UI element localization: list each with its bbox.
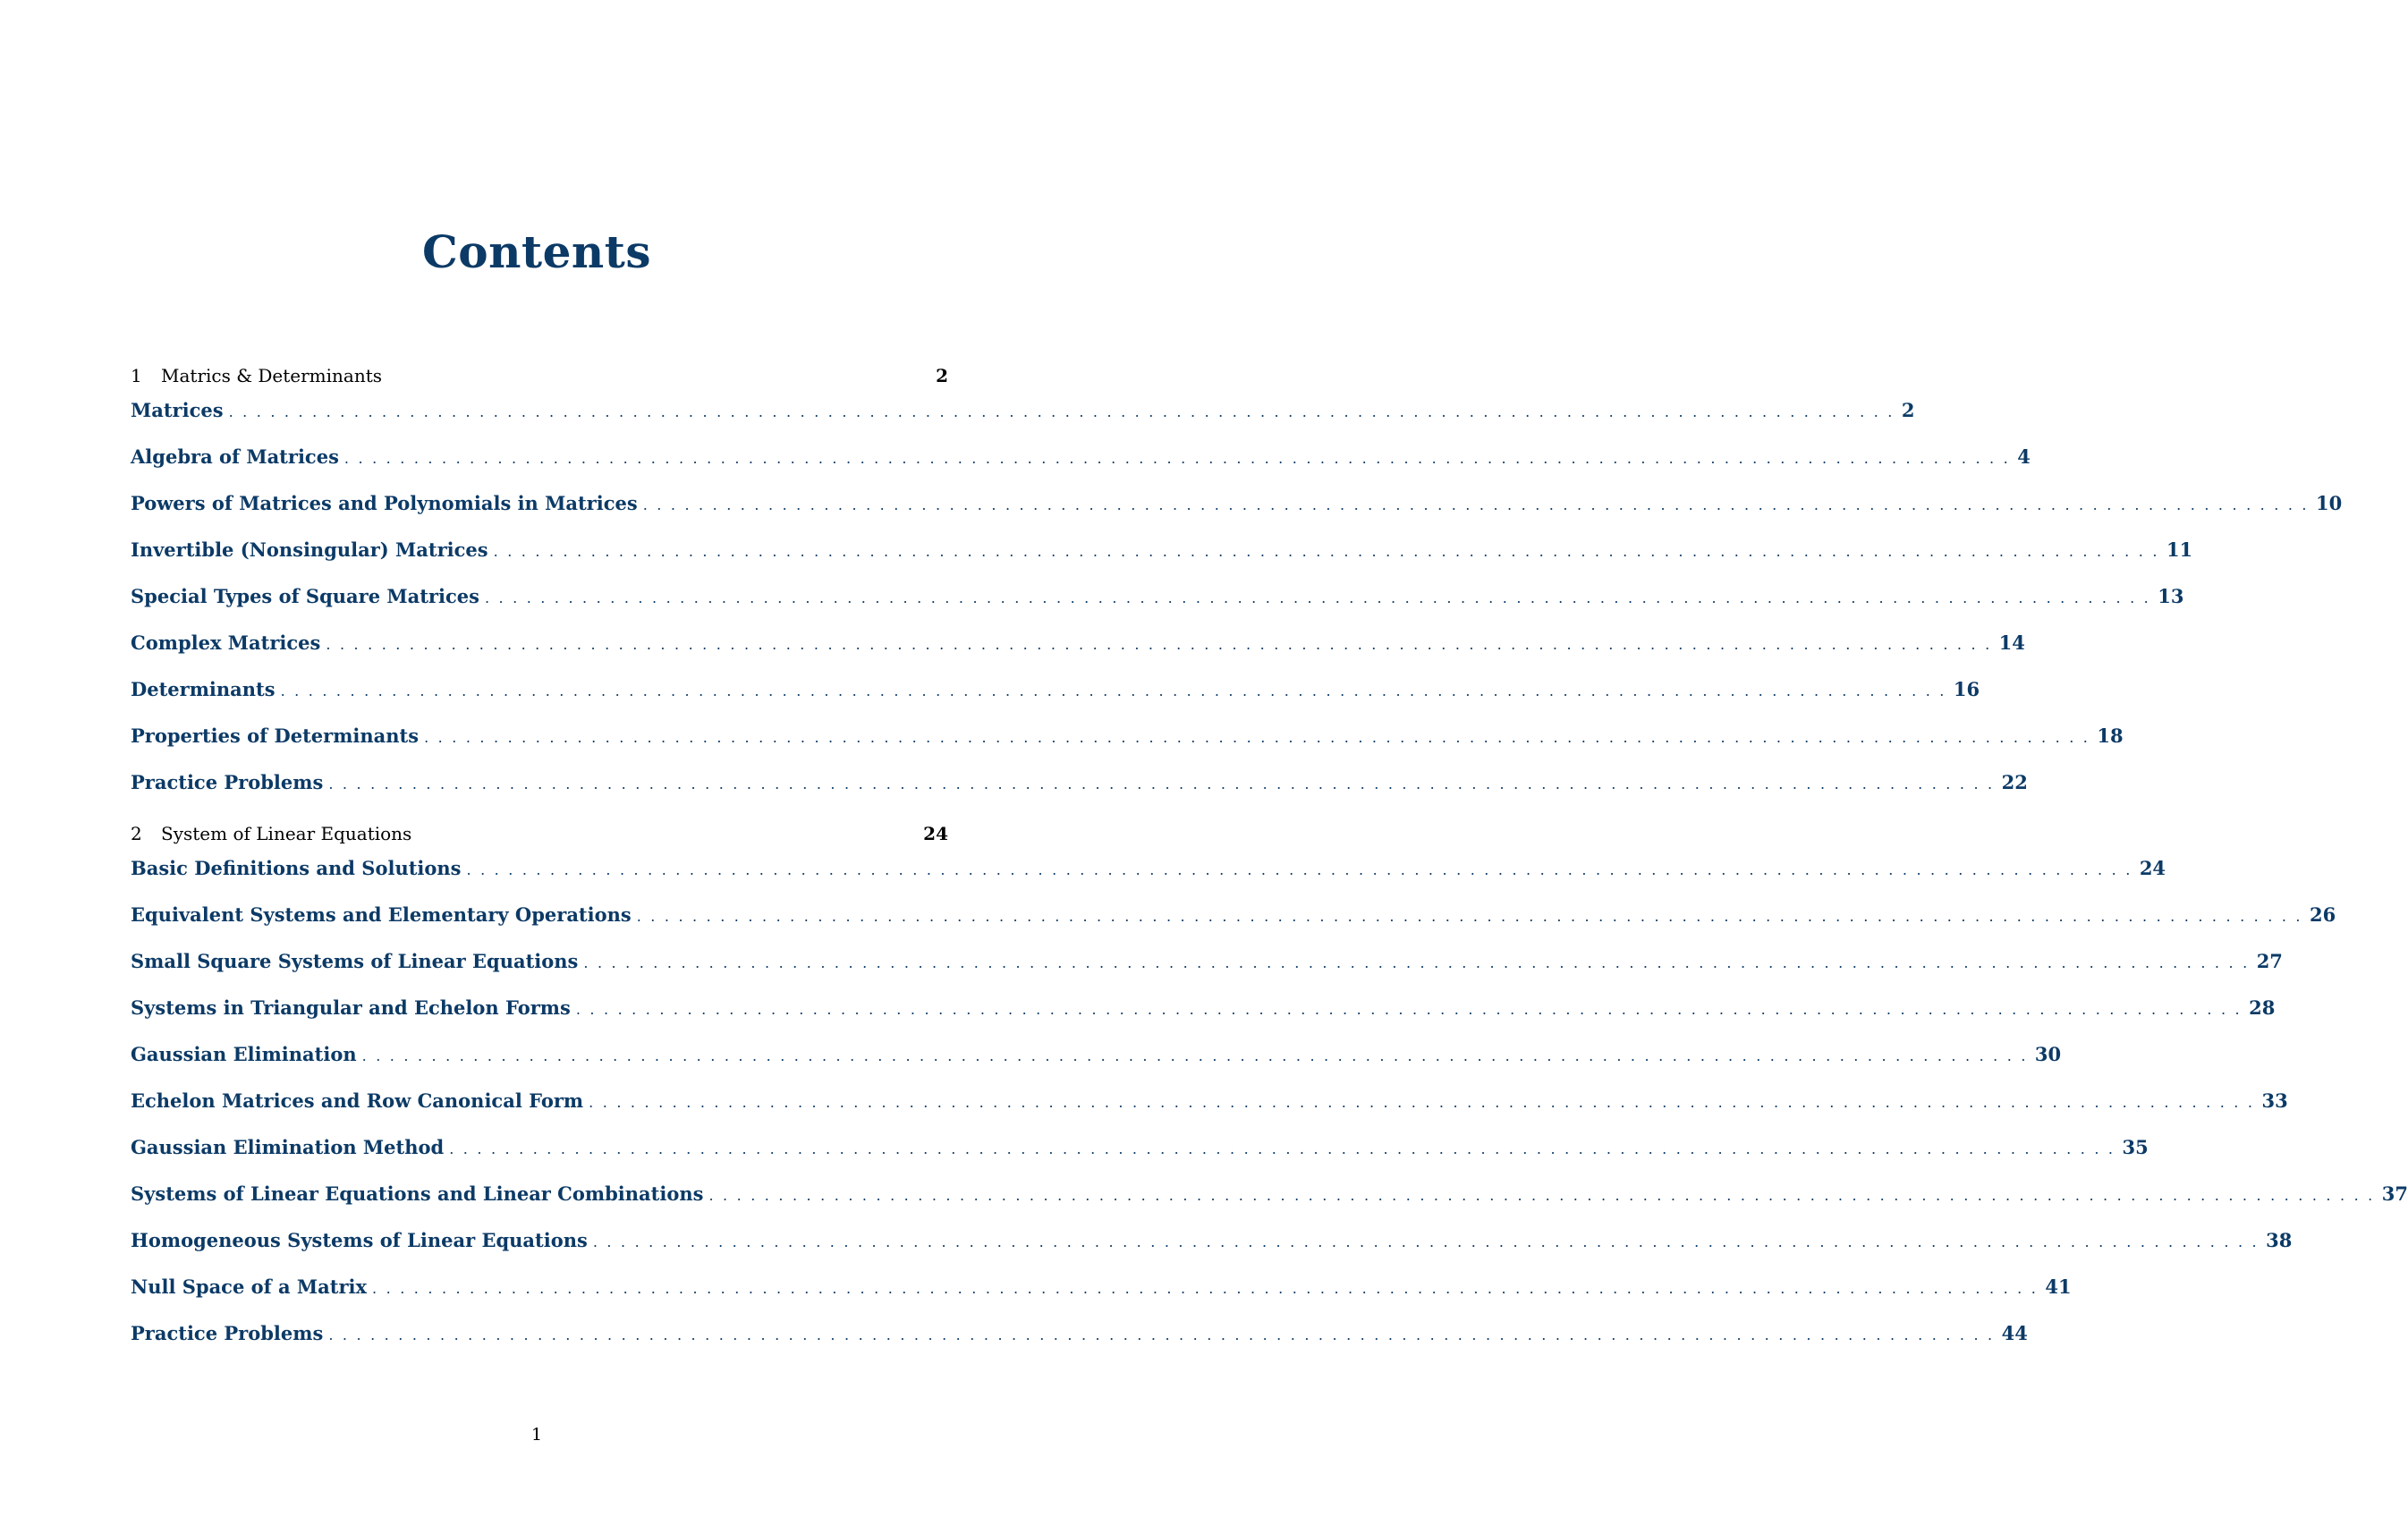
toc-chapter-heading[interactable] [131, 823, 948, 857]
toc-entry-page-number: 33 [2261, 1089, 2288, 1112]
toc-entry-title: Basic Definitions and Solutions [131, 857, 462, 879]
toc-entry-link[interactable] [131, 538, 2193, 585]
toc-entry-page-number: 13 [2158, 585, 2184, 607]
toc-entry-page-number: 28 [2249, 996, 2276, 1019]
toc-entry-title: Systems of Linear Equations and Linear Combinations [131, 1182, 704, 1205]
toc-chapter [131, 365, 2343, 818]
dot-leader: ........................................................................................................................ [328, 1326, 2002, 1343]
toc-entry-title: Complex Matrices [131, 631, 321, 654]
dot-leader: ........................................................................................................................ [592, 1233, 2267, 1250]
chapter-title: Matrics & Determinants [161, 365, 383, 386]
toc-entry-title: Systems in Triangular and Echelon Forms [131, 996, 571, 1019]
dot-leader: ........................................................................................................................ [708, 1187, 2382, 1204]
toc-entry-page-number: 37 [2381, 1182, 2408, 1205]
dot-leader: ........................................................................................................................ [372, 1280, 2046, 1297]
toc-entry-link[interactable] [131, 1229, 2293, 1275]
toc-entry-link[interactable] [131, 585, 2184, 631]
toc-entry-page-number: 4 [2017, 445, 2031, 468]
dot-leader: ........................................................................................................................ [589, 1094, 2262, 1111]
toc-entry-link[interactable] [131, 996, 2276, 1043]
toc-entry-page-number: 35 [2122, 1136, 2149, 1158]
toc-entry-page-number: 10 [2316, 492, 2343, 514]
dot-leader: ........................................................................................................................ [583, 954, 2257, 971]
toc-entry-page-number: 11 [2166, 538, 2193, 561]
toc-entry-title: Gaussian Elimination Method [131, 1136, 445, 1158]
dot-leader: ........................................................................................................................ [493, 543, 2166, 560]
toc-entry-page-number: 44 [2001, 1322, 2028, 1344]
chapter-page-number: 24 [923, 823, 948, 844]
toc-entry-link[interactable] [131, 399, 1915, 445]
toc-entry-link[interactable] [131, 857, 2166, 903]
toc-entry-link[interactable] [131, 678, 1980, 725]
dot-leader: ........................................................................................................................ [326, 636, 1999, 653]
toc-entry-link[interactable] [131, 445, 2031, 492]
toc-entry-link[interactable] [131, 631, 2025, 678]
dot-leader: ........................................................................................................................ [575, 1001, 2250, 1018]
toc-entry-page-number: 26 [2310, 903, 2336, 926]
dot-leader: ........................................................................................................................ [484, 589, 2158, 606]
toc-entry-title: Invertible (Nonsingular) Matrices [131, 538, 488, 561]
toc-entry-title: Algebra of Matrices [131, 445, 339, 468]
toc-entry-link[interactable] [131, 1089, 2288, 1136]
chapter-title: System of Linear Equations [161, 823, 412, 844]
dot-leader: ........................................................................................................................ [424, 729, 2098, 746]
toc-entry-link[interactable] [131, 1043, 2062, 1089]
dot-leader: ........................................................................................................................ [328, 775, 2002, 792]
toc-entry-page-number: 30 [2034, 1043, 2062, 1065]
toc-entry-title: Echelon Matrices and Row Canonical Form [131, 1089, 584, 1112]
toc-entry-page-number: 24 [2139, 857, 2166, 879]
toc-entry-link[interactable] [131, 1322, 2028, 1369]
chapter-page-number: 2 [936, 365, 948, 386]
toc-entry-link[interactable] [131, 950, 2283, 996]
toc-entry-title: Homogeneous Systems of Linear Equations [131, 1229, 588, 1251]
toc-entry-link[interactable] [131, 725, 2124, 771]
toc-entry-title: Small Square Systems of Linear Equations [131, 950, 579, 972]
dot-leader: ........................................................................................................................ [636, 908, 2310, 925]
toc-entry-page-number: 41 [2045, 1275, 2072, 1298]
toc-entry-title: Properties of Determinants [131, 725, 420, 747]
dot-leader: ........................................................................................................................ [228, 403, 1902, 420]
toc-entry-title: Equivalent Systems and Elementary Operations [131, 903, 632, 926]
toc-entry-title: Determinants [131, 678, 276, 700]
toc-entry-page-number: 18 [2097, 725, 2124, 747]
toc-entry-link[interactable] [131, 1136, 2149, 1182]
dot-leader: ........................................................................................................................ [343, 450, 2018, 467]
toc-entry-page-number: 38 [2266, 1229, 2293, 1251]
toc-entry-title: Matrices [131, 399, 224, 421]
toc-entry-link[interactable] [131, 771, 2028, 818]
toc-entry-title: Practice Problems [131, 771, 324, 793]
toc-entry-page-number: 16 [1953, 678, 1980, 700]
chapter-number: 1 [131, 365, 142, 386]
toc-entry-title: Powers of Matrices and Polynomials in Matrices [131, 492, 638, 514]
toc-entry-link[interactable] [131, 1275, 2072, 1322]
toc-entry-link[interactable] [131, 492, 2343, 538]
toc-chapter [131, 823, 2408, 1369]
dot-leader: ........................................................................................................................ [280, 682, 1954, 699]
toc-entry-title: Gaussian Elimination [131, 1043, 357, 1065]
toc-entry-title: Null Space of a Matrix [131, 1275, 368, 1298]
table-of-contents [131, 365, 2408, 1369]
toc-entry-page-number: 27 [2256, 950, 2283, 972]
toc-entry-title: Special Types of Square Matrices [131, 585, 479, 607]
dot-leader: ........................................................................................................................ [642, 496, 2317, 513]
toc-entry-page-number: 14 [1998, 631, 2025, 654]
chapter-number: 2 [131, 823, 142, 844]
toc-entry-title: Practice Problems [131, 1322, 324, 1344]
toc-entry-link[interactable] [131, 903, 2336, 950]
dot-leader: ........................................................................................................................ [449, 1140, 2123, 1157]
page-number: 1 [530, 1425, 543, 1445]
toc-chapter-heading[interactable] [131, 365, 948, 399]
dot-leader: ........................................................................................................................ [466, 861, 2140, 878]
toc-entry-link[interactable] [131, 1182, 2408, 1229]
toc-entry-page-number: 22 [2001, 771, 2028, 793]
dot-leader: ........................................................................................................................ [361, 1047, 2035, 1064]
page-title: Contents [421, 225, 651, 278]
toc-entry-page-number: 2 [1901, 399, 1915, 421]
